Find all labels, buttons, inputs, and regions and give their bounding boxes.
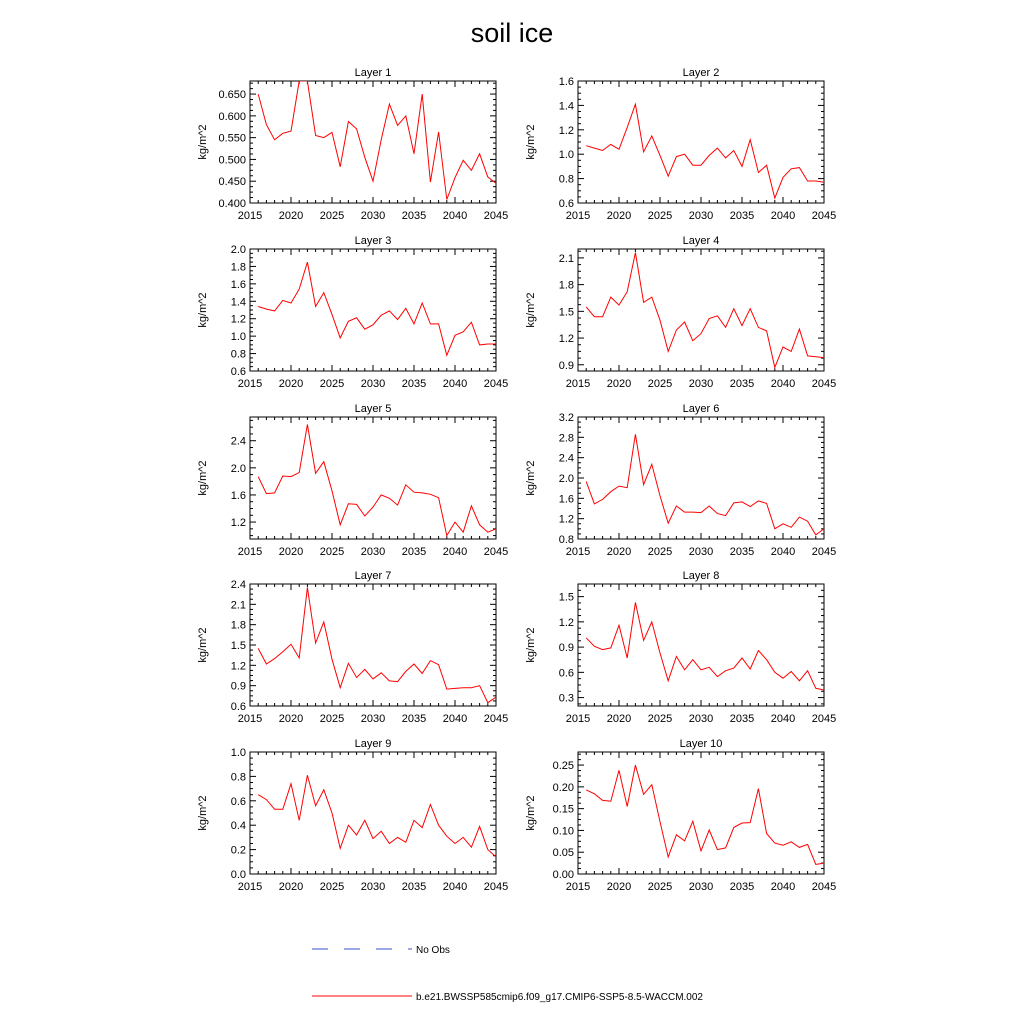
panel-1-ytick-label: 0.550 [218, 132, 246, 145]
legend-label-model: b.e21.BWSSP585cmip6.f09_g17.CMIP6-SSP5-8.5-WACCM.002 [416, 992, 703, 1003]
panel-10-ylabel: kg/m^2 [525, 795, 537, 831]
panel-6-ylabel: kg/m^2 [525, 460, 537, 496]
panel-2-frame [578, 81, 824, 203]
panel-8-ytick-label: 1.5 [558, 591, 574, 604]
panel-1-frame [250, 81, 496, 203]
panel-1-xtick-label: 2025 [319, 210, 345, 222]
panel-7-xtick-label: 2025 [319, 713, 345, 725]
panel-4-xtick-label: 2040 [770, 378, 796, 390]
panel-7-series-line [258, 587, 496, 702]
panel-2-ytick-label: 1.0 [558, 149, 574, 162]
panel-10-title: Layer 10 [679, 738, 723, 750]
panel-1-xtick-label: 2035 [401, 210, 427, 222]
panel-10-ytick-label: 0.00 [552, 869, 574, 881]
panel-6-xtick-label: 2015 [565, 546, 591, 558]
panel-4-ytick-label: 1.2 [558, 333, 574, 346]
panel-8-ytick-label: 0.6 [558, 667, 574, 680]
panel-4-ytick-label: 1.5 [558, 306, 574, 319]
panel-8-xtick-label: 2035 [729, 713, 755, 725]
panel-4-frame [578, 249, 824, 371]
panel-8-xtick-label: 2040 [770, 713, 796, 725]
panel-3-ylabel: kg/m^2 [197, 292, 209, 328]
panel-7-ytick-label: 1.5 [230, 640, 246, 652]
panel-5-xtick-label: 2045 [483, 546, 509, 558]
panel-1-xtick-label: 2030 [360, 210, 386, 222]
panel-7-xtick-label: 2035 [401, 713, 427, 725]
panel-2-xtick-label: 2020 [606, 210, 632, 222]
chart-panel-4 [525, 235, 836, 390]
panel-6-xtick-label: 2025 [647, 546, 673, 558]
panel-7-ytick-label: 0.9 [230, 680, 246, 693]
panel-4-xtick-label: 2020 [606, 378, 632, 390]
panel-4-ytick-label: 0.9 [558, 359, 574, 372]
panel-10-xtick-label: 2030 [688, 881, 714, 893]
panel-6-xtick-label: 2035 [729, 546, 755, 558]
panel-1-ytick-label: 0.450 [218, 176, 246, 189]
panel-2-title: Layer 2 [682, 67, 720, 79]
panel-3-ytick-label: 1.0 [230, 331, 246, 344]
panel-6-series-line [586, 434, 824, 535]
panel-6-xtick-label: 2020 [606, 546, 632, 558]
panel-4-xtick-label: 2035 [729, 378, 755, 390]
panel-3-ytick-label: 1.4 [230, 296, 246, 309]
panel-1-xtick-label: 2045 [483, 210, 509, 222]
panel-9-xtick-label: 2030 [360, 881, 386, 893]
panel-9-ylabel: kg/m^2 [197, 795, 209, 831]
panel-1-ytick-label: 0.400 [218, 198, 246, 210]
panel-3-ytick-label: 0.8 [230, 348, 246, 361]
panel-7-ytick-label: 1.8 [230, 619, 246, 632]
panel-6-xtick-label: 2045 [811, 546, 837, 558]
panel-8-frame [578, 584, 824, 706]
panel-3-ytick-label: 2.0 [230, 244, 246, 256]
panel-9-xtick-label: 2045 [483, 881, 509, 893]
panel-2-ytick-label: 1.4 [558, 100, 574, 113]
figure-title: soil ice [470, 18, 554, 48]
panel-1-ytick-label: 0.600 [218, 110, 246, 123]
panel-1-title: Layer 1 [354, 67, 392, 79]
chart-panel-7 [197, 570, 508, 725]
chart-panel-2 [525, 67, 836, 222]
panel-7-xtick-label: 2015 [237, 713, 263, 725]
panel-6-ytick-label: 2.8 [558, 432, 574, 445]
panel-10-ytick-label: 0.10 [552, 825, 574, 838]
panel-5-xtick-label: 2015 [237, 546, 263, 558]
panel-5-ytick-label: 2.4 [230, 435, 246, 448]
panel-8-title: Layer 8 [682, 570, 720, 582]
panel-2-ytick-label: 1.6 [558, 76, 574, 88]
panel-5-title: Layer 5 [354, 403, 392, 415]
panel-3-series-line [258, 262, 496, 355]
panel-2-ytick-label: 0.8 [558, 173, 574, 186]
panel-7-xtick-label: 2045 [483, 713, 509, 725]
panel-9-ytick-label: 0.4 [230, 820, 246, 833]
panel-5-series-line [258, 425, 496, 536]
panel-3-xtick-label: 2020 [278, 378, 304, 390]
panel-3-ytick-label: 0.6 [230, 366, 246, 378]
panel-8-xtick-label: 2015 [565, 713, 591, 725]
panel-6-ytick-label: 2.0 [558, 473, 574, 485]
panel-10-xtick-label: 2040 [770, 881, 796, 893]
panel-7-xtick-label: 2040 [442, 713, 468, 725]
panel-4-xtick-label: 2045 [811, 378, 837, 390]
panel-2-xtick-label: 2030 [688, 210, 714, 222]
panel-7-ylabel: kg/m^2 [197, 627, 209, 663]
panel-7-ytick-label: 2.1 [230, 599, 246, 612]
chart-panel-6 [525, 403, 836, 558]
panel-3-ytick-label: 1.2 [230, 313, 246, 326]
panel-10-ytick-label: 0.20 [552, 781, 574, 794]
panel-1-ytick-label: 0.500 [218, 154, 246, 167]
panel-5-ytick-label: 2.0 [230, 462, 246, 475]
panel-5-ytick-label: 1.6 [230, 489, 246, 502]
legend [312, 945, 703, 1003]
legend-label-no-obs: No Obs [416, 945, 450, 956]
panel-1-ytick-label: 0.650 [218, 89, 246, 102]
panel-2-ytick-label: 0.6 [558, 198, 574, 210]
chart-panel-3 [197, 235, 508, 390]
panel-1-xtick-label: 2040 [442, 210, 468, 222]
panel-9-ytick-label: 0.6 [230, 795, 246, 808]
panel-3-ytick-label: 1.6 [230, 278, 246, 291]
panel-2-series-line [586, 104, 824, 198]
panel-9-frame [250, 752, 496, 874]
panel-5-xtick-label: 2035 [401, 546, 427, 558]
panel-2-xtick-label: 2045 [811, 210, 837, 222]
panel-2-xtick-label: 2035 [729, 210, 755, 222]
panel-8-ylabel: kg/m^2 [525, 627, 537, 663]
panel-4-ylabel: kg/m^2 [525, 292, 537, 328]
panel-6-frame [578, 417, 824, 539]
panel-4-xtick-label: 2015 [565, 378, 591, 390]
panel-9-title: Layer 9 [354, 738, 392, 750]
panel-10-xtick-label: 2020 [606, 881, 632, 893]
panel-10-series-line [586, 765, 824, 864]
panel-5-frame [250, 417, 496, 539]
panel-8-xtick-label: 2045 [811, 713, 837, 725]
panel-5-xtick-label: 2025 [319, 546, 345, 558]
panel-5-ytick-label: 1.2 [230, 517, 246, 530]
panel-3-xtick-label: 2025 [319, 378, 345, 390]
panel-2-ytick-label: 1.2 [558, 124, 574, 137]
panel-7-title: Layer 7 [354, 570, 392, 582]
panel-9-xtick-label: 2040 [442, 881, 468, 893]
panel-3-xtick-label: 2030 [360, 378, 386, 390]
panel-9-xtick-label: 2025 [319, 881, 345, 893]
panel-3-frame [250, 249, 496, 371]
panel-6-ytick-label: 2.4 [558, 452, 574, 465]
panel-7-xtick-label: 2020 [278, 713, 304, 725]
panel-6-ytick-label: 1.2 [558, 513, 574, 526]
panel-10-frame [578, 752, 824, 874]
chart-panel-9 [197, 738, 508, 893]
panel-10-xtick-label: 2025 [647, 881, 673, 893]
chart-panel-8 [525, 570, 836, 725]
panel-7-ytick-label: 0.6 [230, 701, 246, 713]
panel-1-ylabel: kg/m^2 [197, 124, 209, 160]
panel-1-xtick-label: 2020 [278, 210, 304, 222]
panel-1-series-line [258, 81, 496, 200]
panel-9-ytick-label: 0.2 [230, 844, 246, 857]
panel-10-ytick-label: 0.25 [552, 760, 574, 773]
panel-3-xtick-label: 2045 [483, 378, 509, 390]
panel-4-ytick-label: 2.1 [558, 252, 574, 265]
panel-10-xtick-label: 2015 [565, 881, 591, 893]
panel-3-xtick-label: 2040 [442, 378, 468, 390]
panel-5-xtick-label: 2030 [360, 546, 386, 558]
panel-10-xtick-label: 2035 [729, 881, 755, 893]
panel-5-xtick-label: 2020 [278, 546, 304, 558]
panel-9-xtick-label: 2020 [278, 881, 304, 893]
panel-9-xtick-label: 2015 [237, 881, 263, 893]
panel-5-xtick-label: 2040 [442, 546, 468, 558]
panel-8-ytick-label: 0.9 [558, 642, 574, 655]
panel-6-title: Layer 6 [682, 403, 720, 415]
panel-1-xtick-label: 2015 [237, 210, 263, 222]
panel-7-ytick-label: 1.2 [230, 660, 246, 673]
panel-3-ytick-label: 1.8 [230, 261, 246, 274]
panel-8-xtick-label: 2025 [647, 713, 673, 725]
chart-panel-10 [525, 738, 836, 893]
panel-8-xtick-label: 2020 [606, 713, 632, 725]
panel-6-ytick-label: 0.8 [558, 534, 574, 546]
chart-panel-1 [197, 67, 508, 222]
panel-4-xtick-label: 2030 [688, 378, 714, 390]
panel-9-ytick-label: 1.0 [230, 747, 246, 759]
panel-4-ytick-label: 1.8 [558, 279, 574, 292]
panel-6-ytick-label: 3.2 [558, 412, 574, 424]
panel-grid [197, 67, 836, 893]
panel-2-xtick-label: 2015 [565, 210, 591, 222]
panel-7-ytick-label: 2.4 [230, 579, 246, 591]
panel-3-xtick-label: 2015 [237, 378, 263, 390]
panel-9-xtick-label: 2035 [401, 881, 427, 893]
panel-2-xtick-label: 2040 [770, 210, 796, 222]
panel-4-title: Layer 4 [682, 235, 720, 247]
panel-2-ylabel: kg/m^2 [525, 124, 537, 160]
panel-10-ytick-label: 0.15 [552, 803, 574, 816]
panel-10-ytick-label: 0.05 [552, 847, 574, 860]
panel-3-xtick-label: 2035 [401, 378, 427, 390]
panel-8-ytick-label: 0.3 [558, 692, 574, 705]
panel-3-title: Layer 3 [354, 235, 392, 247]
panel-4-series-line [586, 253, 824, 368]
panel-10-xtick-label: 2045 [811, 881, 837, 893]
panel-5-ylabel: kg/m^2 [197, 460, 209, 496]
panel-9-ytick-label: 0.8 [230, 771, 246, 784]
panel-9-ytick-label: 0.0 [230, 869, 246, 881]
chart-panel-5 [197, 403, 508, 558]
panel-6-xtick-label: 2040 [770, 546, 796, 558]
panel-8-xtick-label: 2030 [688, 713, 714, 725]
panel-8-ytick-label: 1.2 [558, 616, 574, 629]
panel-4-xtick-label: 2025 [647, 378, 673, 390]
panel-6-xtick-label: 2030 [688, 546, 714, 558]
panel-6-ytick-label: 1.6 [558, 493, 574, 506]
panel-2-xtick-label: 2025 [647, 210, 673, 222]
panel-7-xtick-label: 2030 [360, 713, 386, 725]
panel-8-series-line [586, 603, 824, 691]
panel-9-series-line [258, 775, 496, 857]
